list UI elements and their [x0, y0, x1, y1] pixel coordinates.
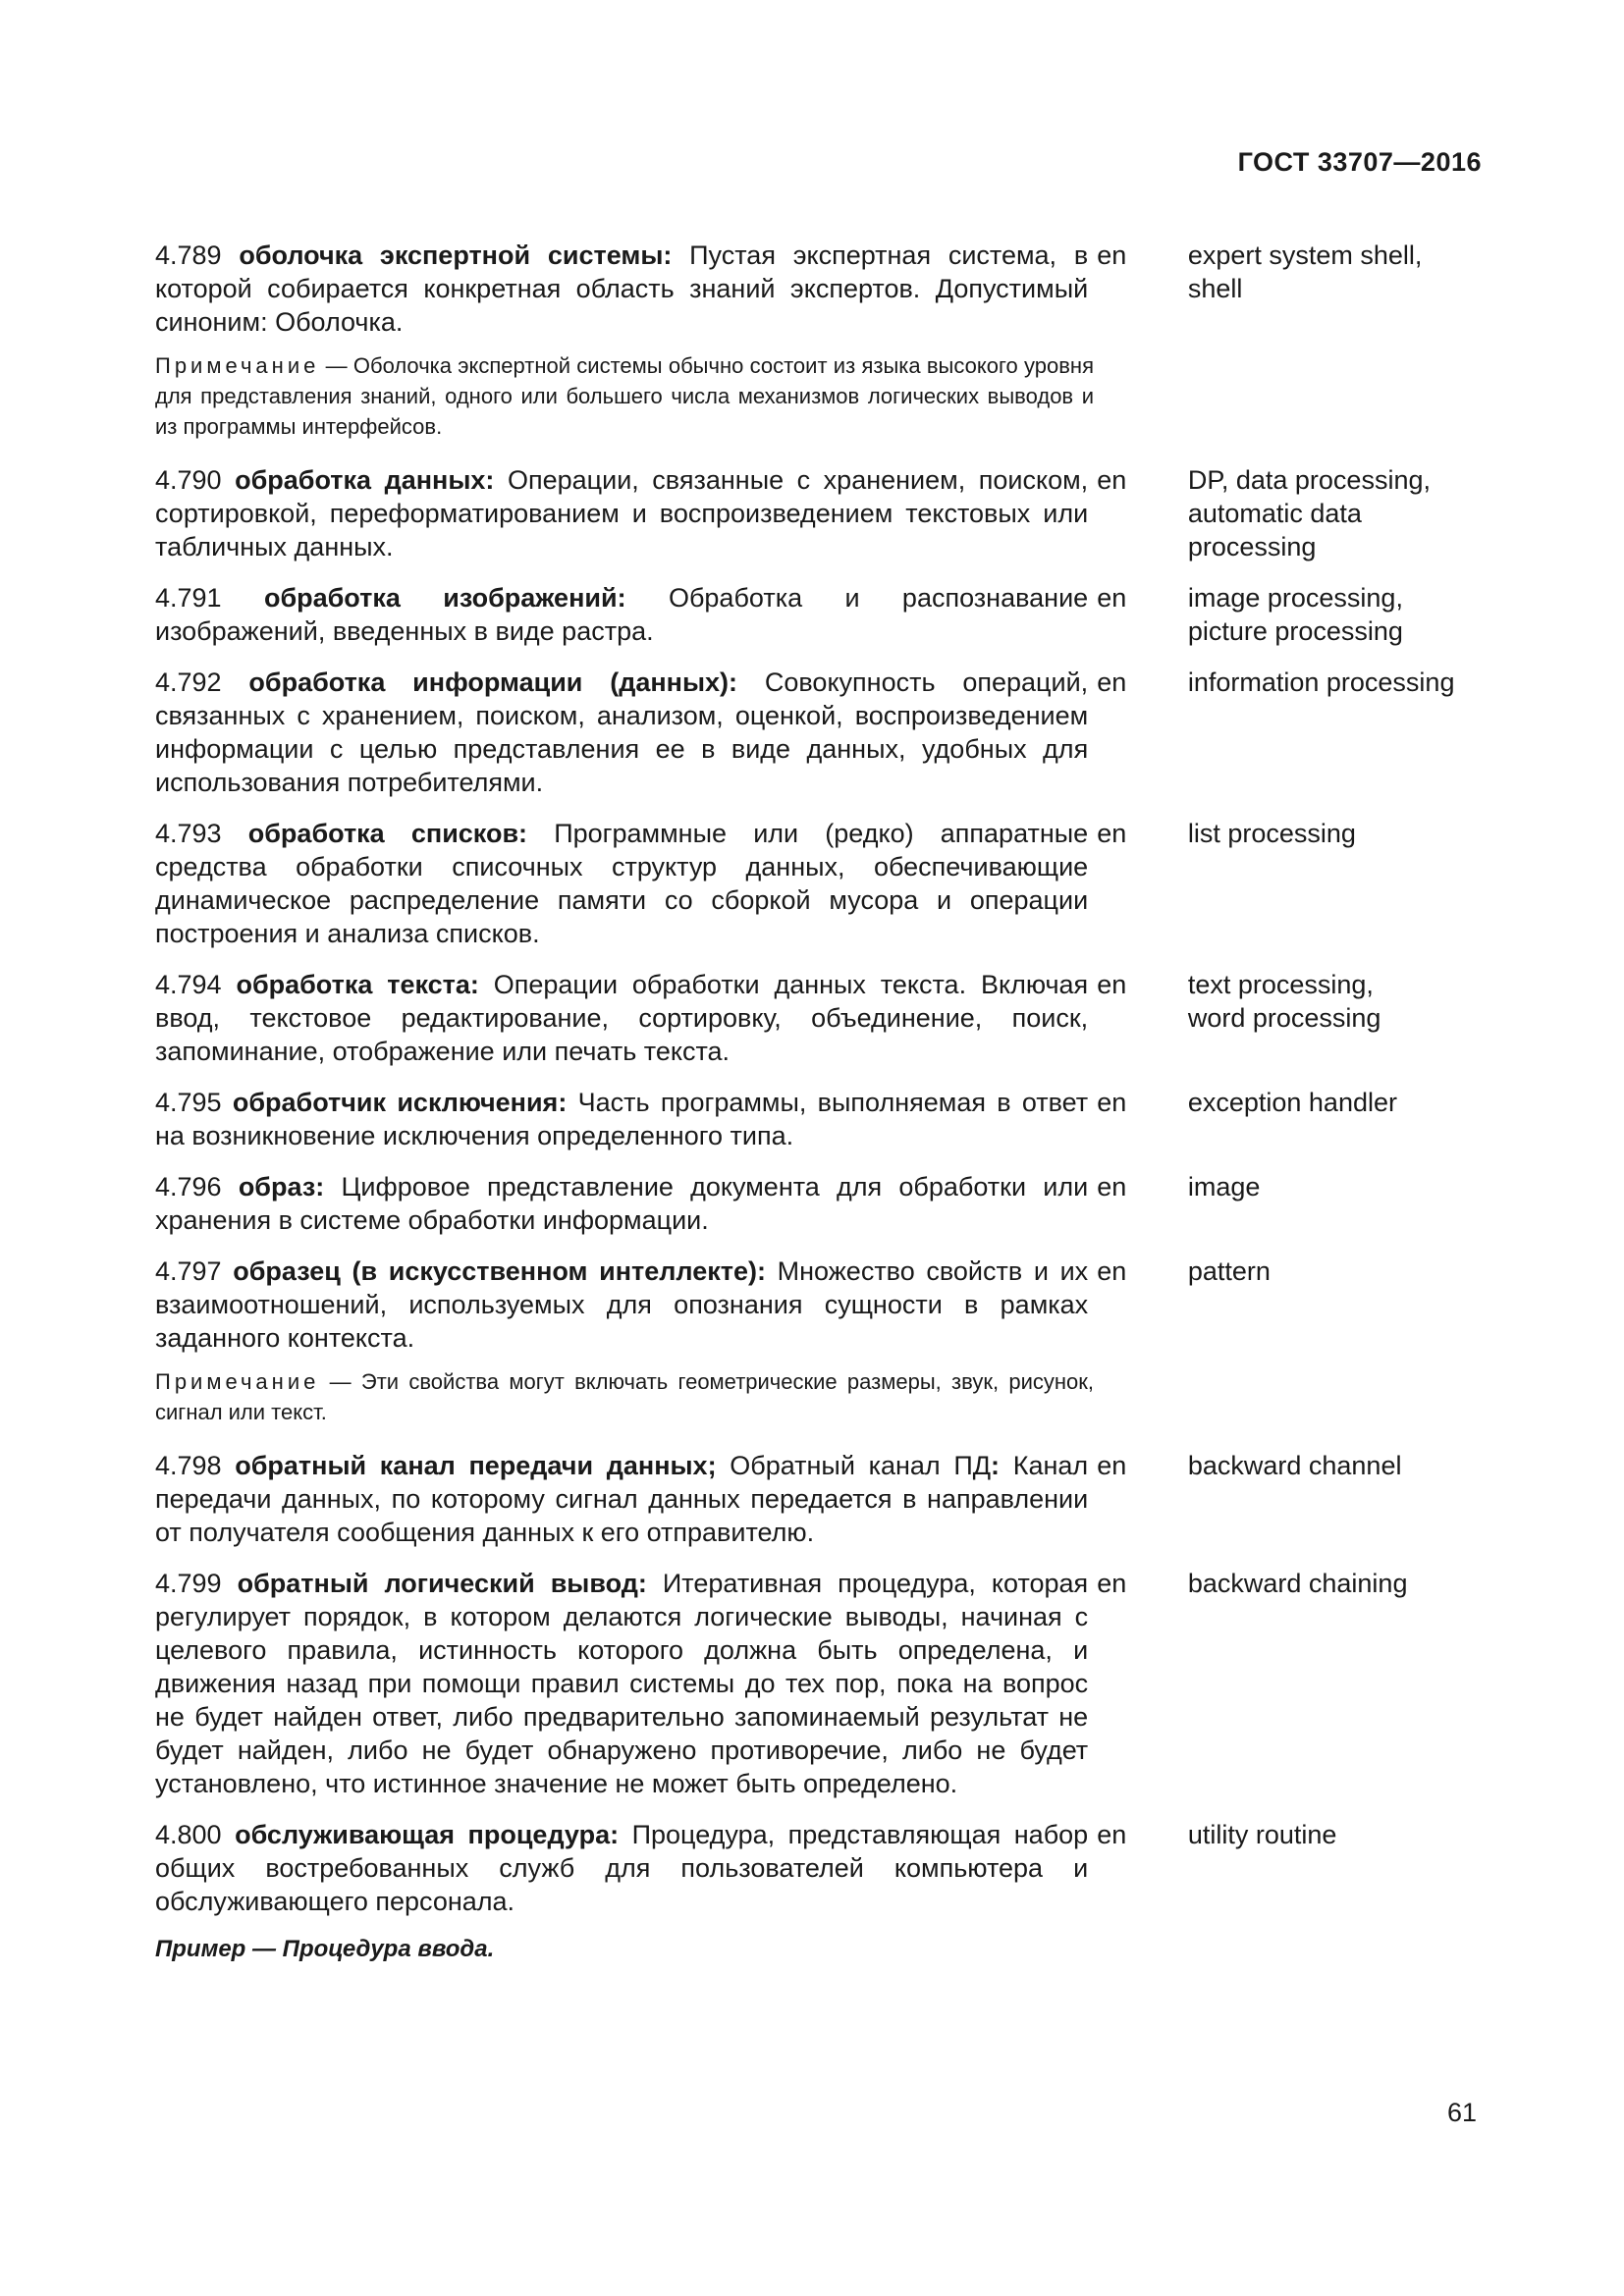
entry-definition: Совокупность операций, связанных с хранением, поиском, анализом, оценкой, воспроизведением информации с целью представления ее в виде данных, удобных для использования потребителями.	[155, 667, 1089, 797]
entry-en-term: image processing, picture processing	[1187, 583, 1403, 646]
entry-4-790	[155, 463, 1481, 563]
note-label: Примечание	[155, 353, 320, 378]
entry-4-789	[155, 239, 1481, 339]
entry-definition: Цифровое представление документа для обработки или хранения в системе обработки информации.	[155, 1172, 1089, 1235]
entry-en-term: backward channel	[1187, 1451, 1402, 1480]
entry-note	[155, 350, 1094, 442]
entry-en-term: list processing	[1187, 819, 1356, 848]
entry-definition: Множество свойств и их взаимоотношений, используемых для опознания сущности в рамках заданного контекста.	[155, 1256, 1089, 1353]
entry-lang: en	[1097, 583, 1127, 613]
entry-definition: Операции, связанные с хранением, поиском, сортировкой, переформатированием и воспроизведением текстовых или табличных данных.	[155, 465, 1089, 561]
entry-en-term: pattern	[1187, 1256, 1271, 1286]
entry-en-term: expert system shell, shell	[1187, 240, 1423, 303]
entry-4-792	[155, 666, 1481, 799]
entry-term: обработка информации (данных):	[248, 667, 738, 697]
entry-term: обработка списков:	[247, 819, 528, 848]
entry-definition: Пустая экспертная система, в которой собирается конкретная область знаний экспертов. Допустимый синоним: Оболочка.	[155, 240, 1089, 337]
entry-term: обратный логический вывод:	[237, 1569, 647, 1598]
entry-4-795	[155, 1086, 1481, 1152]
entry-number: 4.796	[155, 1172, 222, 1201]
entry-lang: en	[1097, 465, 1127, 495]
entry-definition: Обработка и распознавание изображений, введенных в виде растра.	[155, 583, 1089, 646]
entry-4-796	[155, 1170, 1481, 1237]
entry-lang: en	[1097, 1451, 1127, 1480]
entry-lang: en	[1097, 667, 1127, 697]
entry-term: обработка данных:	[235, 465, 495, 495]
entry-lang: en	[1097, 240, 1127, 270]
entry-4-799	[155, 1567, 1481, 1800]
entry-colon: :	[991, 1451, 1001, 1480]
entry-number: 4.790	[155, 465, 222, 495]
entry-note	[155, 1366, 1094, 1427]
entry-lang: en	[1097, 1256, 1127, 1286]
entry-term: обслуживающая процедура:	[235, 1820, 620, 1849]
entry-en-term: information processing	[1187, 667, 1455, 697]
glossary	[155, 239, 1481, 1963]
note-text: — Эти свойства могут включать геометрические размеры, звук, рисунок, сигнал или текст.	[155, 1369, 1094, 1424]
entry-definition: Часть программы, выполняемая в ответ на возникновение исключения определенного типа.	[155, 1088, 1089, 1150]
entry-number: 4.791	[155, 583, 222, 613]
entry-number: 4.799	[155, 1569, 222, 1598]
entry-en-term: image	[1187, 1172, 1261, 1201]
entry-lang: en	[1097, 1088, 1127, 1117]
entry-number: 4.797	[155, 1256, 222, 1286]
entry-term: образец (в искусственном интеллекте):	[233, 1256, 766, 1286]
entry-4-800	[155, 1818, 1481, 1918]
entry-term: обработка изображений:	[263, 583, 626, 613]
entry-number: 4.789	[155, 240, 222, 270]
page-number: 61	[1446, 2098, 1477, 2127]
note-label: Примечание	[155, 1369, 320, 1394]
entry-en-term: utility routine	[1187, 1820, 1337, 1849]
entry-4-791	[155, 581, 1481, 648]
entry-lang: en	[1097, 970, 1127, 999]
entry-definition: Итеративная процедура, которая регулирует порядок, в котором делаются логические выводы, начиная с целевого правила, истинность которого должна быть определена, и движения назад при помощи правил системы до тех пор, пока на вопрос не будет найден ответ, либо предварительно запоминаемый результат не будет найден, либо не будет обнаружено противоречие, либо не будет установлено, что истинное значение не может быть определено.	[155, 1569, 1089, 1798]
entry-number: 4.793	[155, 819, 222, 848]
example-text: Пример — Процедура ввода.	[155, 1936, 495, 1962]
note-text: — Оболочка экспертной системы обычно состоит из языка высокого уровня для представления знаний, одного или большего числа механизмов логических выводов и из программы интерфейсов.	[155, 353, 1094, 439]
entry-en-term: exception handler	[1187, 1088, 1397, 1117]
entry-definition: Операции обработки данных текста. Включая ввод, текстовое редактирование, сортировку, объединение, поиск, запоминание, отображение или печать текста.	[155, 970, 1089, 1066]
entry-en-term: DP, data processing, automatic data processing	[1187, 465, 1431, 561]
entry-term: обработчик исключения:	[232, 1088, 568, 1117]
entry-number: 4.794	[155, 970, 222, 999]
entry-number: 4.795	[155, 1088, 222, 1117]
entry-definition: Канал передачи данных, по которому сигнал данных передается в направлении от получателя сообщения данных к его отправителю.	[155, 1451, 1089, 1547]
entry-number: 4.792	[155, 667, 222, 697]
entry-definition: Процедура, представляющая набор общих востребованных служб для пользователей компьютера и обслуживающего персонала.	[155, 1820, 1089, 1916]
entry-term: обработка текста:	[236, 970, 479, 999]
entry-lang: en	[1097, 819, 1127, 848]
entry-number: 4.798	[155, 1451, 222, 1480]
entry-term: оболочка экспертной системы:	[239, 240, 673, 270]
page-header: ГОСТ 33707—2016	[1237, 147, 1482, 177]
entry-lang: en	[1097, 1569, 1127, 1598]
entry-number: 4.800	[155, 1820, 222, 1849]
entry-definition: Программные или (редко) аппаратные средства обработки списочных структур данных, обеспечивающие динамическое распределение памяти со сборкой мусора и операции построения и анализа списков.	[155, 819, 1089, 948]
entry-lang: en	[1097, 1820, 1127, 1849]
entry-en-term: text processing, word processing	[1187, 970, 1381, 1033]
entry-4-798	[155, 1449, 1481, 1549]
entry-term: образ:	[238, 1172, 325, 1201]
entry-4-793	[155, 817, 1481, 950]
entry-en-term: backward chaining	[1187, 1569, 1408, 1598]
entry-lang: en	[1097, 1172, 1127, 1201]
entry-term: обратный канал передачи данных;	[235, 1451, 717, 1480]
entry-4-797	[155, 1255, 1481, 1355]
entry-synonym: Обратный канал ПД	[716, 1451, 992, 1480]
entry-4-794	[155, 968, 1481, 1068]
